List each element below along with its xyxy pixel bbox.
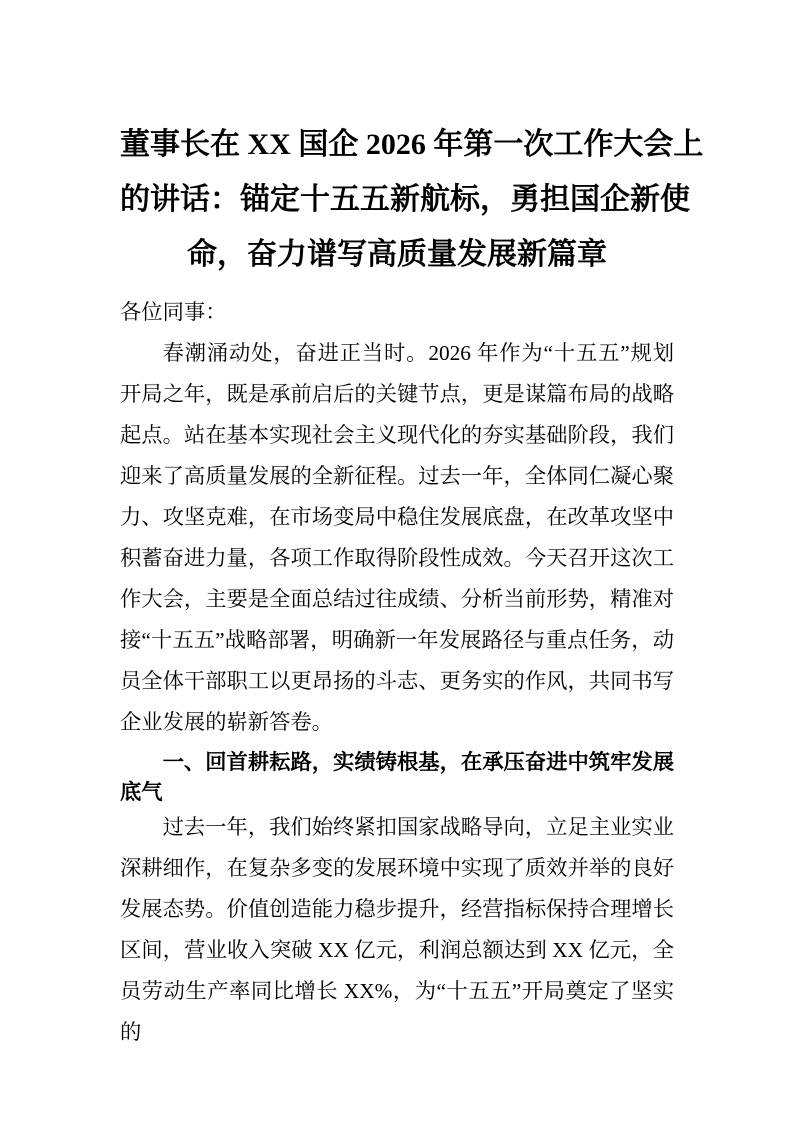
paragraph-intro: 春潮涌动处，奋进正当时。2026 年作为“十五五”规划开局之年，既是承前启后的关键节点，更是谋篇布局的战略起点。站在基本实现社会主义现代化的夯实基础阶段，我们迎来了高质量发展的全新征程。过去一年，全体同仁凝心聚力、攻坚克难，在市场变局中稳住发展底盘，在改革攻坚中积蓄奋进力量，各项工作取得阶段性成效。今天召开这次工作大会，主要是全面总结过往成绩、分析当前形势，精准对接“十五五”战略部署，明确新一年发展路径与重点任务，动员全体干部职工以更昂扬的斗志、更务实的作风，共同书写企业发展的崭新答卷。 <box>120 341 674 734</box>
title-line-1: 董事长在 XX 国企 2026 年第一次工作大会上 <box>120 128 704 161</box>
section-heading-1: 一、回首耕耘路，实绩铸根基，在承压奋进中筑牢发展底气 <box>120 750 674 804</box>
paragraph-review: 过去一年，我们始终紧扣国家战略导向，立足主业实业深耕细作，在复杂多变的发展环境中实现了质效并举的良好发展态势。价值创造能力稳步提升，经营指标保持合理增长区间，营业收入突破 XX 亿元，利润总额达到 XX 亿元，全员劳动生产率同比增长 XX%，为“十五五”开局奠定了坚实的 <box>120 815 674 1044</box>
document-title <box>120 117 704 282</box>
salutation: 各位同事： <box>120 300 227 324</box>
title-line-2: 的讲话：锚定十五五新航标，勇担国企新使 <box>120 183 690 216</box>
document-content <box>120 117 704 1053</box>
title-line-3: 命，奋力谱写高质量发展新篇章 <box>187 238 607 271</box>
